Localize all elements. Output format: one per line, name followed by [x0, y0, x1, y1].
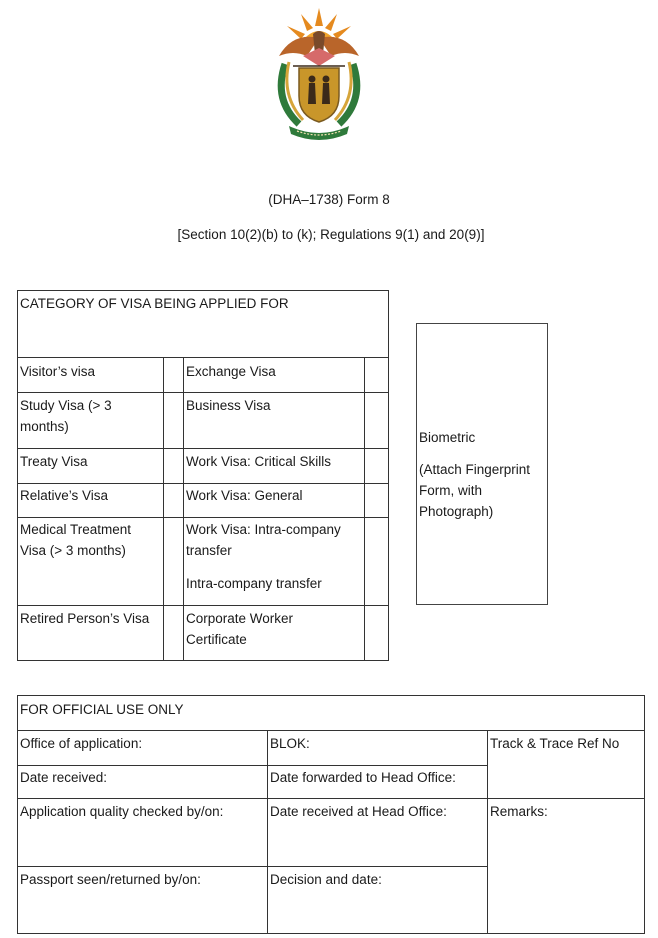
coat-of-arms-emblem — [263, 4, 375, 144]
tick-box-treaty[interactable] — [164, 449, 183, 483]
visa-option-visitor: Visitor’s visa — [20, 364, 96, 379]
visa-category-heading: CATEGORY OF VISA BEING APPLIED FOR — [20, 296, 289, 311]
visa-option-work-general: Work Visa: General — [186, 488, 303, 503]
track-trace-ref-field[interactable]: Track & Trace Ref No — [490, 736, 620, 751]
visa-option-treaty: Treaty Visa — [20, 454, 88, 469]
tick-box-intra-company[interactable] — [365, 518, 388, 605]
legal-reference: [Section 10(2)(b) to (k); Regulations 9(1) and 20(9)] — [177, 227, 485, 242]
tick-box-work-general[interactable] — [365, 484, 388, 517]
visa-option-business: Business Visa — [186, 398, 271, 413]
biometric-label: Biometric — [419, 430, 476, 445]
visa-option-medical: Medical Treatment Visa (> 3 months) — [20, 522, 132, 558]
tick-box-study[interactable] — [164, 393, 183, 448]
visa-option-corporate-worker: Corporate Worker Certificate — [186, 611, 294, 647]
date-received-head-office-field[interactable]: Date received at Head Office: — [270, 804, 447, 819]
passport-seen-field[interactable]: Passport seen/returned by/on: — [20, 872, 201, 887]
visa-option-retired: Retired Person’s Visa — [20, 611, 150, 626]
visa-option-study: Study Visa (> 3 months) — [20, 398, 112, 434]
visa-option-intra-company-transfer: Intra-company transfer — [186, 576, 322, 591]
visa-option-exchange: Exchange Visa — [186, 364, 276, 379]
remarks-field[interactable]: Remarks: — [490, 804, 548, 819]
visa-option-critical-skills: Work Visa: Critical Skills — [186, 454, 332, 469]
tick-box-visitor[interactable] — [164, 358, 183, 392]
blok-field[interactable]: BLOK: — [270, 736, 310, 751]
tick-box-relative[interactable] — [164, 484, 183, 517]
tick-box-retired[interactable] — [164, 606, 183, 660]
date-received-field[interactable]: Date received: — [20, 770, 108, 785]
biometric-box — [416, 323, 548, 605]
official-use-heading: FOR OFFICIAL USE ONLY — [20, 702, 184, 717]
visa-option-intra-company: Work Visa: Intra-company transfer — [186, 522, 341, 558]
biometric-instructions: (Attach Fingerprint Form, with Photograph) — [419, 462, 531, 519]
tick-box-exchange[interactable] — [365, 358, 388, 392]
tick-box-business[interactable] — [365, 393, 388, 448]
form-code: (DHA–1738) Form 8 — [268, 192, 390, 207]
tick-box-corporate-worker[interactable] — [365, 606, 388, 660]
visa-option-relative: Relative’s Visa — [20, 488, 109, 503]
quality-checked-field[interactable]: Application quality checked by/on: — [20, 804, 224, 819]
decision-date-field[interactable]: Decision and date: — [270, 872, 382, 887]
office-of-application-field[interactable]: Office of application: — [20, 736, 143, 751]
date-forwarded-field[interactable]: Date forwarded to Head Office: — [270, 770, 456, 785]
tick-box-medical[interactable] — [164, 518, 183, 605]
tick-box-critical-skills[interactable] — [365, 449, 388, 483]
